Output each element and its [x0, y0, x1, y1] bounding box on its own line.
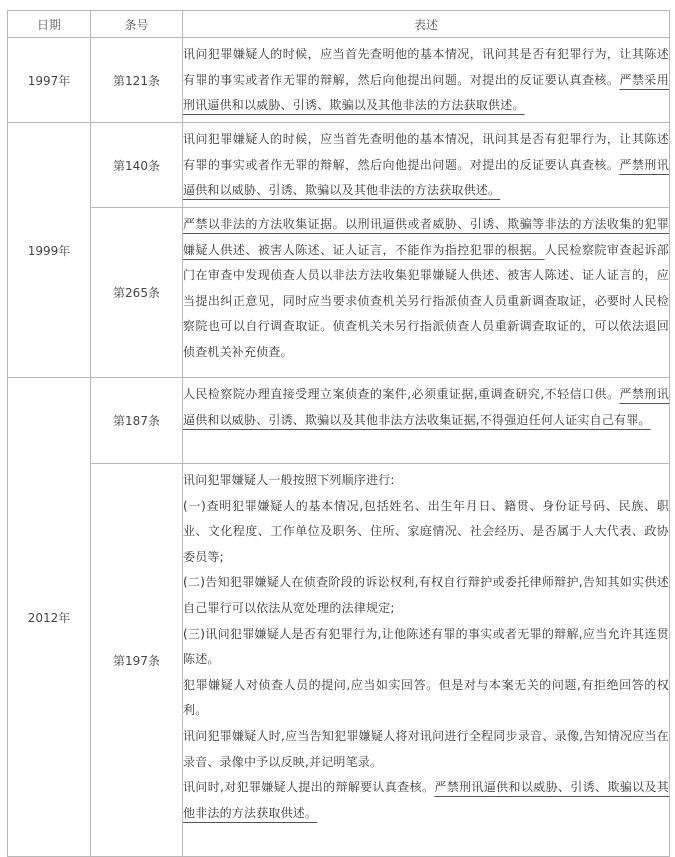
article-cell: 第140条 — [91, 123, 183, 208]
description-cell — [183, 378, 670, 464]
table-row — [8, 378, 670, 464]
paragraph: (一)查明犯罪嫌疑人的基本情况,包括姓名、出生年月日、籍贯、身份证号码、民族、职业、文化程度、工作单位及职务、住所、家庭情况、社会经历、是否属于人大代表、政协委员等; — [183, 498, 669, 564]
paragraph — [183, 775, 669, 826]
description-text: 讯问时,对犯罪嫌疑人提出的辩解要认真查核。 — [183, 780, 435, 795]
description-cell — [183, 38, 670, 123]
law-comparison-table — [7, 10, 670, 857]
description-cell — [183, 123, 670, 208]
emphasis-text: 严禁以非法的方法收集证据。以刑讯逼供或者威胁、引诱、欺骗等非法的方法收集的犯罪嫌疑人供述、被害人陈述、证人证言，不能作为指控犯罪的根据。 — [183, 217, 669, 257]
table-row — [8, 464, 670, 857]
date-cell: 1997年 — [8, 38, 91, 123]
emphasis-text: 严禁刑讯逼供和以威胁、引诱、欺骗以及其他非法的方法获取供述。 — [183, 157, 669, 198]
paragraph: (二)告知犯罪嫌疑人在侦查阶段的诉讼权利,有权自行辩护或委托律师辩护,告知其如实供述自己罪行可以依法从宽处理的法律规定; — [183, 575, 669, 615]
header-article: 条号 — [91, 11, 183, 38]
header-date: 日期 — [8, 11, 91, 38]
description-text: 讯问犯罪嫌疑人的时候，应当首先查明他的基本情况，讯问其是否有犯罪行为，让其陈述有罪的事实或者作无罪的辩解，然后向他提出问题。对提出的反证要认真查核。 — [183, 47, 669, 87]
header-description: 表述 — [183, 11, 670, 38]
emphasis-text: 严禁刑讯逼供和以威胁、引诱、欺骗以及其他非法的方法获取供述。 — [183, 780, 669, 820]
description-text: 人民检察院办理直接受理立案侦查的案件,必须重证据,重调查研究,不轻信口供。 — [183, 387, 620, 401]
article-cell: 第265条 — [91, 208, 183, 378]
date-cell: 1999年 — [8, 123, 91, 378]
date-cell: 2012年 — [8, 378, 91, 857]
article-cell: 第187条 — [91, 378, 183, 464]
article-cell: 第197条 — [91, 464, 183, 857]
article-cell: 第121条 — [91, 38, 183, 123]
paragraph: 犯罪嫌疑人对侦查人员的提问,应当如实回答。但是对与本案无关的问题,有拒绝回答的权利。 — [183, 677, 669, 718]
description-cell — [183, 208, 670, 378]
emphasis-text: 严禁刑讯逼供和以威胁、引诱、欺骗以及其他非法方法收集证据,不得强迫任何人证实自己有罪。 — [183, 387, 669, 427]
paragraph: (三)讯问犯罪嫌疑人是否有犯罪行为,让他陈述有罪的事实或者无罪的辩解,应当允许其连贯陈述。 — [183, 626, 669, 667]
paragraph: 讯问犯罪嫌疑人时,应当告知犯罪嫌疑人将对讯问进行全程同步录音、录像,告知情况应当在录音、录像中予以反映,并记明笔录。 — [183, 728, 669, 769]
table-row — [8, 38, 670, 123]
emphasis-text: 严禁采用刑讯逼供和以威胁、引诱、欺骗以及其他非法的方法获取供述。 — [183, 72, 669, 113]
table-row — [8, 208, 670, 378]
description-text: 人民检察院审查起诉部门在审查中发现侦查人员以非法方法收集犯罪嫌疑人供述、被害人陈述、证人证言的，应当提出纠正意见，同时应当要求侦查机关另行指派侦查人员重新调查取证，必要时人民检察院也可以自行调查取证。侦查机关未另行指派侦查人员重新调查取证的，可以依法退回侦查机关补充侦查。 — [183, 242, 669, 359]
description-cell — [183, 464, 670, 857]
paragraph: 讯问犯罪嫌疑人一般按照下列顺序进行: — [183, 473, 395, 487]
table-row — [8, 123, 670, 208]
header-row — [8, 11, 670, 38]
description-text: 讯问犯罪嫌疑人的时候，应当首先查明他的基本情况，讯问其是否有犯罪行为，让其陈述有罪的事实或者作无罪的辩解，然后向他提出问题。对提出的反证要认真查核。 — [183, 132, 669, 172]
